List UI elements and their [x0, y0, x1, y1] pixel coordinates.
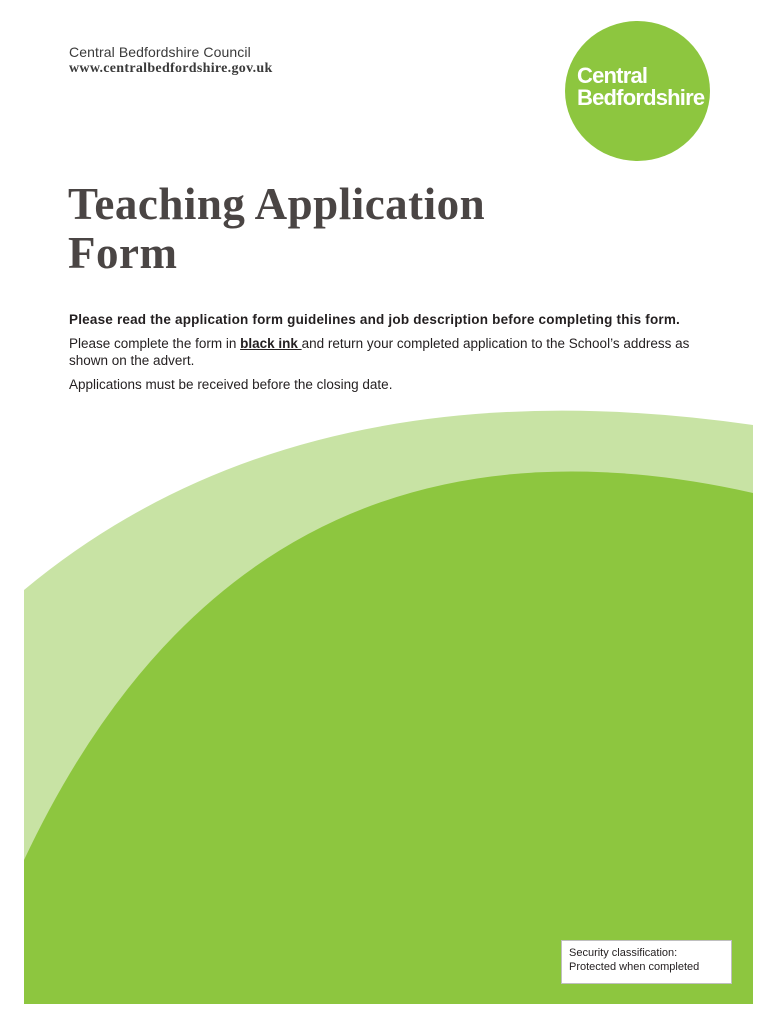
ink-instruction-end: and return your completed application to the School’s address as shown on the advert. [69, 336, 690, 368]
black-ink-emphasis: black ink [240, 336, 302, 351]
page-title [68, 180, 485, 278]
title-line2: Form [68, 228, 178, 278]
intro-text [69, 311, 709, 400]
closing-date-notice: Applications must be received before the closing date. [69, 377, 393, 392]
security-value: Protected when completed [569, 961, 700, 973]
ink-instruction-start: Please complete the form in [69, 336, 241, 351]
security-label: Security classification: [569, 947, 678, 959]
ink-instruction [69, 335, 709, 369]
logo-text-line2: Bedfordshire [577, 85, 705, 110]
org-url: www.centralbedfordshire.gov.uk [69, 61, 273, 76]
logo-text-line1: Central [577, 63, 648, 88]
central-bedfordshire-logo [565, 21, 710, 161]
org-name: Central Bedfordshire Council [69, 44, 251, 60]
security-classification-box [561, 940, 732, 984]
guidelines-notice: Please read the application form guidelines and job description before completing this form. [69, 312, 680, 327]
title-line1: Teaching Application [68, 179, 486, 229]
